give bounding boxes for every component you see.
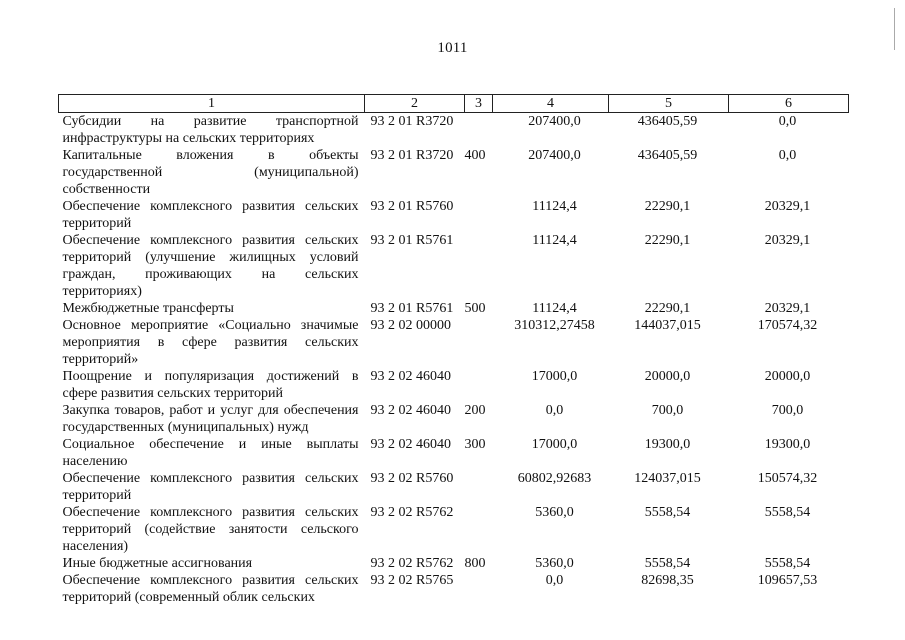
cell-col-5: 22290,1 xyxy=(644,301,691,316)
table-body xyxy=(59,113,849,607)
cell-code: 93 2 02 R5765 xyxy=(370,573,454,588)
header-col-1: 1 xyxy=(59,95,365,113)
header-col-3: 3 xyxy=(465,95,493,113)
cell-expense-type xyxy=(465,113,493,148)
cell-col-5: 5558,54 xyxy=(644,556,691,571)
table-row xyxy=(59,555,849,572)
cell-expense-type: 200 xyxy=(464,403,486,418)
cell-col-4: 207400,0 xyxy=(528,114,581,129)
cell-name: Основное мероприятие «Социально значимые мероприятия в сфере развития сельских территорий» xyxy=(62,318,359,367)
cell-col-6: 170574,32 xyxy=(757,318,818,333)
cell-expense-type xyxy=(465,232,493,300)
cell-code: 93 2 01 R5761 xyxy=(370,301,454,316)
header-col-2: 2 xyxy=(365,95,465,113)
cell-code: 93 2 02 R5762 xyxy=(370,505,454,520)
cell-expense-type xyxy=(465,317,493,368)
header-col-4: 4 xyxy=(493,95,609,113)
cell-col-5: 436405,59 xyxy=(637,114,698,129)
cell-name: Обеспечение комплексного развития сельских территорий xyxy=(62,471,359,503)
cell-code: 93 2 01 R3720 xyxy=(370,114,454,129)
cell-name: Капитальные вложения в объекты государственной (муниципальной) собственности xyxy=(62,148,359,197)
cell-col-4: 11124,4 xyxy=(532,199,577,214)
cell-name: Обеспечение комплексного развития сельских территорий (современный облик сельских xyxy=(62,573,359,605)
cell-col-4: 17000,0 xyxy=(531,369,578,384)
cell-col-4: 17000,0 xyxy=(531,437,578,452)
cell-col-5: 144037,015 xyxy=(634,318,701,333)
cell-col-6: 0,0 xyxy=(778,148,797,163)
table-row xyxy=(59,300,849,317)
cell-code: 93 2 02 R5762 xyxy=(370,556,454,571)
cell-col-6: 20329,1 xyxy=(764,199,811,214)
cell-col-4: 11124,4 xyxy=(532,301,577,316)
cell-col-4: 207400,0 xyxy=(528,148,581,163)
table-row xyxy=(59,470,849,504)
budget-table xyxy=(58,94,849,606)
cell-col-6: 700,0 xyxy=(771,403,804,418)
cell-expense-type xyxy=(465,470,493,504)
table-row xyxy=(59,572,849,606)
cell-col-6: 5558,54 xyxy=(764,505,811,520)
cell-name: Обеспечение комплексного развития сельских территорий (содействие занятости сельского населения) xyxy=(62,505,359,554)
table-row xyxy=(59,113,849,148)
cell-col-5: 700,0 xyxy=(651,403,684,418)
cell-col-4: 310312,27458 xyxy=(514,318,595,333)
table-row xyxy=(59,402,849,436)
table-row xyxy=(59,147,849,198)
table-row xyxy=(59,317,849,368)
table-row xyxy=(59,504,849,555)
table-header-row xyxy=(59,95,849,113)
cell-code: 93 2 02 46040 xyxy=(370,437,451,452)
cell-code: 93 2 01 R5760 xyxy=(370,199,454,214)
cell-name: Иные бюджетные ассигнования xyxy=(62,556,253,571)
cell-col-6: 20329,1 xyxy=(764,233,811,248)
table-row xyxy=(59,232,849,300)
cell-col-6: 109657,53 xyxy=(757,573,818,588)
cell-col-5: 124037,015 xyxy=(634,471,701,486)
cell-code: 93 2 02 R5760 xyxy=(370,471,454,486)
table-row xyxy=(59,368,849,402)
cell-expense-type: 500 xyxy=(464,301,486,316)
cell-code: 93 2 02 00000 xyxy=(370,318,451,333)
cell-col-5: 20000,0 xyxy=(644,369,691,384)
header-col-5: 5 xyxy=(609,95,729,113)
cell-col-5: 82698,35 xyxy=(641,573,694,588)
cell-col-5: 22290,1 xyxy=(644,199,691,214)
cell-expense-type xyxy=(465,368,493,402)
cell-name: Межбюджетные трансферты xyxy=(62,301,234,316)
cell-code: 93 2 01 R3720 xyxy=(370,148,454,163)
cell-expense-type xyxy=(465,504,493,555)
cell-name: Обеспечение комплексного развития сельских территорий (улучшение жилищных условий граждан, проживающих на сельских территориях) xyxy=(62,233,359,299)
cell-col-5: 436405,59 xyxy=(637,148,698,163)
cell-col-6: 20329,1 xyxy=(764,301,811,316)
cell-expense-type: 300 xyxy=(464,437,486,452)
table-row xyxy=(59,198,849,232)
cell-col-4: 11124,4 xyxy=(532,233,577,248)
cell-name: Поощрение и популяризация достижений в сфере развития сельских территорий xyxy=(62,369,359,401)
cell-code: 93 2 01 R5761 xyxy=(370,233,454,248)
cell-expense-type: 400 xyxy=(464,148,486,163)
cell-col-4: 60802,92683 xyxy=(517,471,592,486)
cell-expense-type xyxy=(465,198,493,232)
cell-name: Закупка товаров, работ и услуг для обеспечения государственных (муниципальных) нужд xyxy=(62,403,359,435)
cell-col-5: 19300,0 xyxy=(644,437,691,452)
cell-col-6: 5558,54 xyxy=(764,556,811,571)
cell-name: Социальное обеспечение и иные выплаты населению xyxy=(62,437,359,469)
cell-name: Обеспечение комплексного развития сельских территорий xyxy=(62,199,359,231)
cell-expense-type: 800 xyxy=(464,556,486,571)
cell-code: 93 2 02 46040 xyxy=(370,369,451,384)
table-header xyxy=(59,95,849,113)
cell-col-4: 0,0 xyxy=(545,403,564,418)
cell-col-4: 5360,0 xyxy=(535,505,574,520)
cell-col-5: 5558,54 xyxy=(644,505,691,520)
cell-col-6: 0,0 xyxy=(778,114,797,129)
cell-col-5: 22290,1 xyxy=(644,233,691,248)
page-number: 1011 xyxy=(437,40,468,56)
header-col-6: 6 xyxy=(729,95,849,113)
table-row xyxy=(59,436,849,470)
cell-col-4: 0,0 xyxy=(545,573,564,588)
cell-expense-type xyxy=(465,572,493,606)
cell-col-6: 20000,0 xyxy=(764,369,811,384)
cell-name: Субсидии на развитие транспортной инфраструктуры на сельских территориях xyxy=(62,114,359,146)
cell-col-6: 150574,32 xyxy=(757,471,818,486)
cell-code: 93 2 02 46040 xyxy=(370,403,451,418)
cell-col-4: 5360,0 xyxy=(535,556,574,571)
cell-col-6: 19300,0 xyxy=(764,437,811,452)
